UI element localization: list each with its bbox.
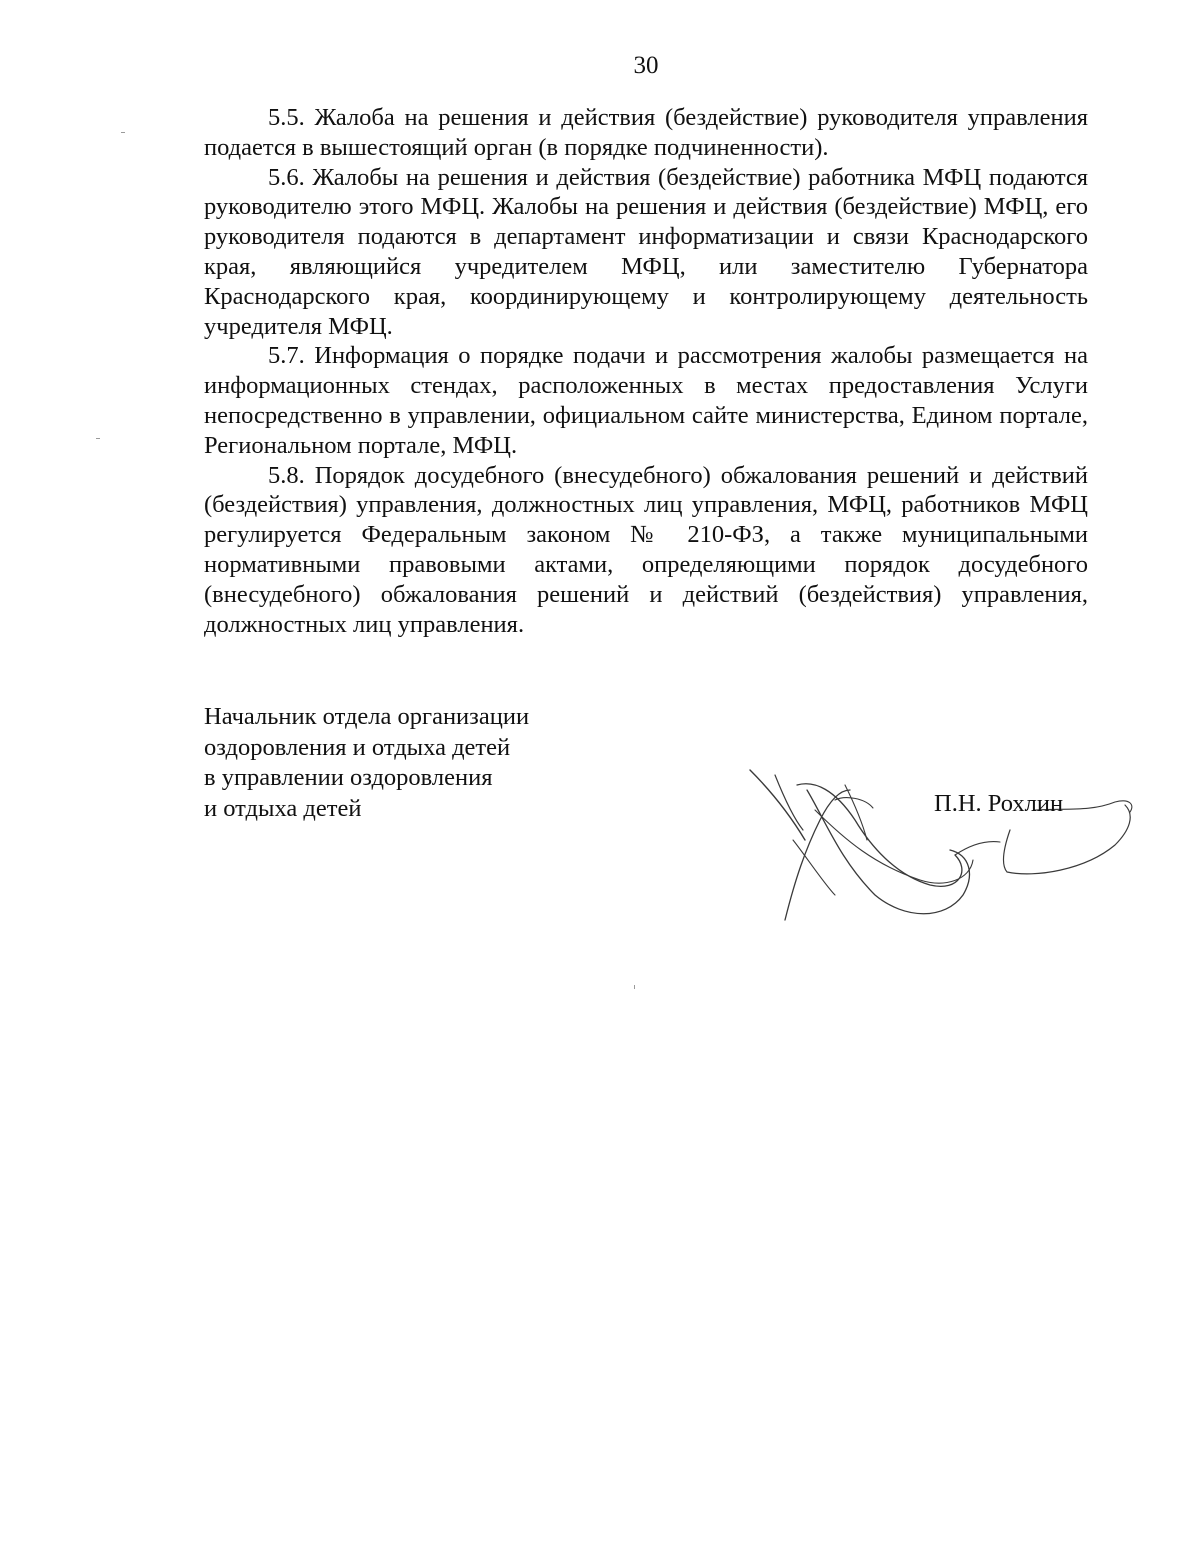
- position-line: и отдыха детей: [204, 794, 362, 822]
- position-line: Начальник отдела организации: [204, 703, 530, 730]
- scan-speck: [96, 438, 100, 439]
- signatory-position: [204, 702, 529, 824]
- position-line: в управлении оздоровления: [204, 764, 493, 791]
- paragraph-5-5: 5.5. Жалоба на решения и действия (бездействие) руководителя управления подается в вышестоящий орган (в порядке подчиненности).: [204, 104, 1088, 161]
- paragraph-5-6: 5.6. Жалобы на решения и действия (бездействие) работника МФЦ подаются руководителю этого МФЦ. Жалобы на решения и действия (бездействие) МФЦ, его руководителя подаются в департамент информатизации и связи Краснодарского края, являющийся учредителем МФЦ, или заместителю Губернатора Краснодарского края, координирующему и контролирующему деятельность учредителя МФЦ.: [204, 163, 1088, 340]
- handwritten-signature: [745, 760, 1145, 935]
- paragraph-5-8: 5.8. Порядок досудебного (внесудебного) обжалования решений и действий (бездействия) управления, должностных лиц управления, МФЦ, работников МФЦ регулируется Федеральным законом № 210-ФЗ, а также муниципальными нормативными правовыми актами, определяющими порядок досудебного (внесудебного) обжалования решений и действий (бездействия) управления, должностных лиц управления.: [204, 461, 1088, 638]
- scan-speck: [634, 985, 635, 989]
- scan-speck: [121, 132, 125, 133]
- position-line: оздоровления и отдыха детей: [204, 733, 511, 761]
- document-body: [204, 103, 1088, 639]
- paragraph-5-7: 5.7. Информация о порядке подачи и рассмотрения жалобы размещается на информационных стендах, расположенных в местах предоставления Услуги непосредственно в управлении, официальном сайте министерства, Едином портале, Региональном портале, МФЦ.: [204, 342, 1088, 459]
- signatory-name: П.Н. Рохлин: [934, 790, 1064, 817]
- page-number: 30: [633, 52, 659, 79]
